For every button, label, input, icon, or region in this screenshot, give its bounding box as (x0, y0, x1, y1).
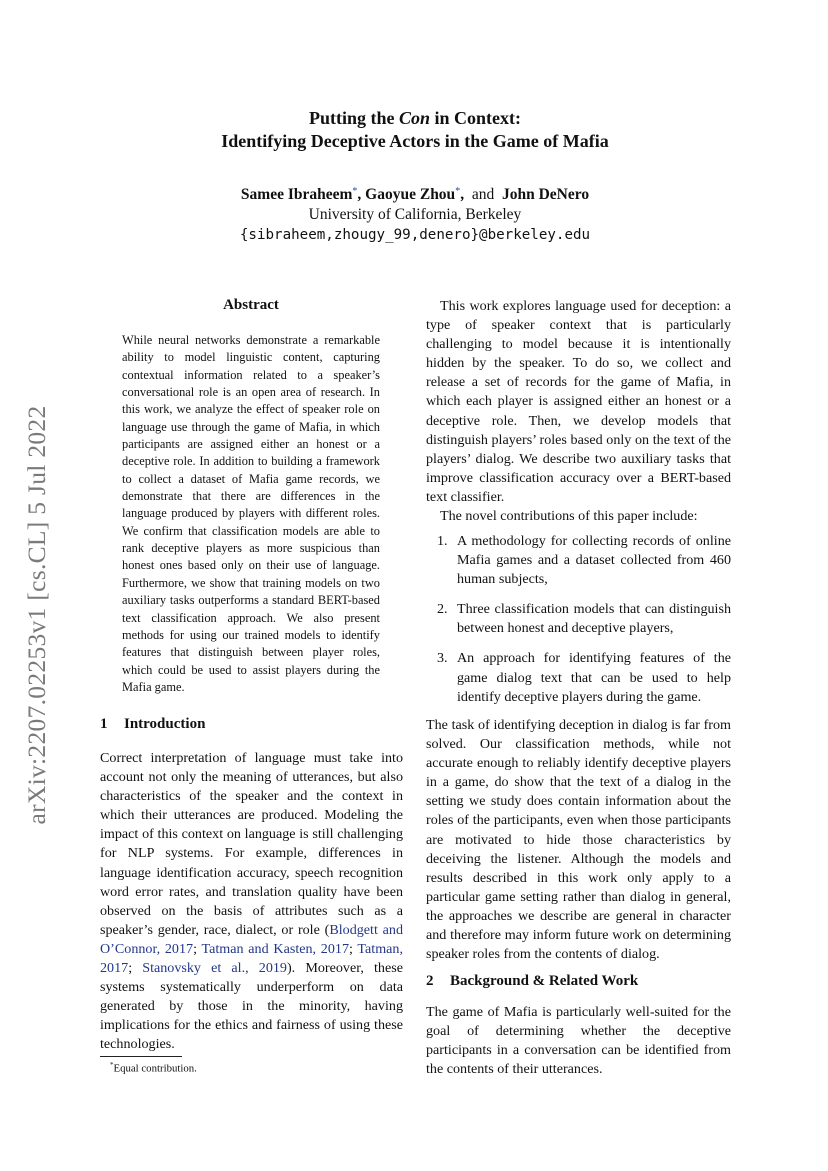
author-1: Samee Ibraheem (240, 186, 353, 203)
author-3: John DeNero (501, 186, 590, 203)
arxiv-id: arXiv:2207.02253v1 [cs.CL] 5 Jul 2022 (22, 405, 51, 825)
right-column-intro (426, 297, 731, 526)
equal-contribution-mark[interactable]: * (352, 186, 358, 197)
arxiv-stamp (12, 380, 62, 850)
title-line-2: Identifying Deceptive Actors in the Game of Mafia (221, 131, 609, 151)
background-paragraph: The game of Mafia is particularly well-suited for the goal of determining whether the deceptive participants in a conversation can be identified from the contents of their utterances. (426, 1004, 731, 1078)
equal-contribution-mark[interactable]: * (455, 186, 461, 197)
title-emphasis: Con (398, 108, 431, 128)
author-block (100, 182, 730, 245)
paragraph: The novel contributions of this paper include: (440, 508, 698, 525)
author-names: Samee Ibraheem*, Gaoyue Zhou*, and John DeNero (240, 186, 590, 203)
section-heading-introduction: 1 Introduction (100, 716, 206, 732)
citation-link[interactable]: Tatman and Kasten, 2017 (201, 940, 349, 957)
contributions-list (426, 532, 731, 718)
author-2: Gaoyue Zhou (365, 186, 456, 203)
introduction-paragraph: Correct interpretation of language must take into account not only the meaning of utterances, but also characteristics of the speaker and the context in which their utterances are produced. Modeling the impact of this context on language is still challenging for NLP systems. For example, differences in language identification accuracy, speech recognition word error rates, and translation quality have been observed on the basis of attributes such as a speaker’s gender, race, dialect, or role (Blodgett and O’Connor, 2017; Tatman and Kasten, 2017; Tatman, 2017; Stanovsky et al., 2019). Moreover, these systems systematically underperform on data generated by those in the minority, having implications for the ethics and fairness of using these technologies. (100, 750, 404, 1053)
paragraph: This work explores language used for deception: a type of speaker context that is particularly challenging to model because it is intentionally hidden by the speaker. To do so, we collect and release a set of records for the game of Mafia, in which each player is assigned either an honest or a deceptive role. Then, we develop models that distinguish players’ roles based only on the text of the players’ dialog. We describe two auxiliary tasks that improve classification accuracy over a BERT-based text classifier. (426, 298, 731, 505)
section-heading-background: 2 Background & Related Work (426, 973, 639, 989)
right-column-paragraph: The task of identifying deception in dialog is far from solved. Our classification methods, while not accurate enough to reliably identify deceptive players in a game, do show that the text of a dialog in the setting we study does contain information about the roles of the participants, even when those participants are motivated to hide those characteristics by deceiving the listener. Although the models and results described in this work only apply to a particular game setting rather than dialog in general, the approaches we describe are general in character and therefore may inform future work on determining speaker roles from the contents of dialog. (426, 717, 731, 963)
citation-link[interactable]: Blodgett and O’Connor, 2017 (100, 921, 403, 957)
author-emails: {sibraheem,zhougy_99,denero}@berkeley.edu (239, 227, 591, 243)
citation-link[interactable]: Stanovsky et al., 2019 (142, 960, 287, 977)
list-item: 3. An approach for identifying features of the game dialog text that can be used to help identify deceptive players during the game. (437, 650, 731, 705)
citation-link[interactable]: Tatman, 2017 (100, 940, 404, 977)
list-item: 1. A methodology for collecting records of online Mafia games and a dataset collected from 460 human subjects, (437, 533, 731, 588)
paper-title (100, 107, 730, 153)
abstract-text: While neural networks demonstrate a remarkable ability to model linguistic content, capturing contextual information related to a speaker’s conversational role is an open area of research. In this work, we analyze the effect of speaker role on language use through the game of Mafia, in which participants are assigned either an honest or a deceptive role. In addition to building a framework to collect a dataset of Mafia game records, we demonstrate that there are differences in the language produced by players with different roles. We confirm that classification models are able to rank deceptive players as more suspicious than honest ones based only on their use of language. Furthermore, we show that training models on two auxiliary tasks outperforms a standard BERT-based text classification approach. We also present methods for using our trained models to identify features that distinguish between player roles, which could be used to assist players during the Mafia game. (122, 333, 380, 694)
affiliation: University of California, Berkeley (308, 206, 522, 223)
footnote-divider (100, 1056, 182, 1057)
abstract-heading: Abstract (223, 297, 279, 313)
list-item: 2. Three classification models that can distinguish between honest and deceptive players, (437, 601, 731, 637)
footnote: *Equal contribution. (110, 1061, 197, 1075)
title-line-1: Putting the Con in Context: (308, 108, 522, 128)
